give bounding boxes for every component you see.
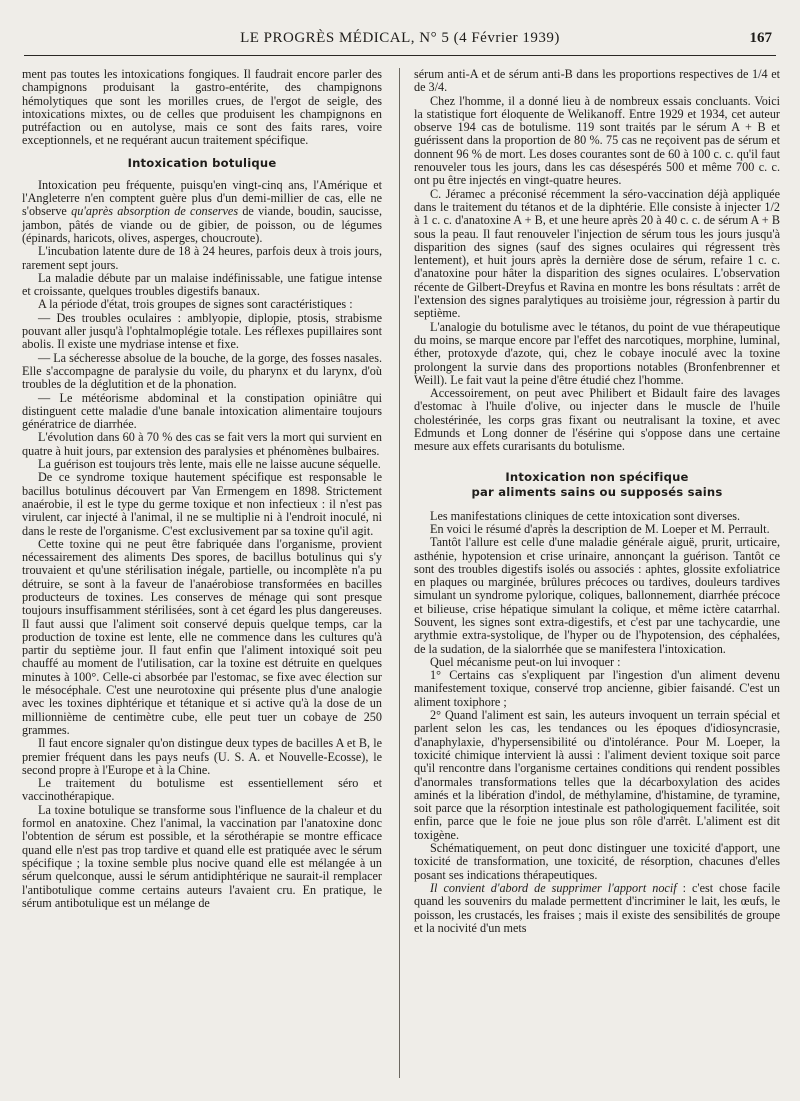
paragraph: — Des troubles oculaires : amblyopie, diplopie, ptosis, strabisme pouvant aller jusqu'à l'ophtalmoplégie totale. Les réflexes pupillaires sont abolis. Il existe une mydriase intense et fixe. (22, 310, 382, 352)
section-heading-nonspecific (414, 470, 780, 500)
paragraph: En voici le résumé d'après la description de M. Loeper et M. Perrault. (430, 521, 770, 536)
text-span: de viande, boudin, saucisse, jambon, pâtés de viande ou de gibier, de poisson, ou de légumes (épinards, haricots, olives, asperges, choucroute). (22, 204, 382, 245)
paragraph: 2° Quand l'aliment est sain, les auteurs invoquent un terrain spécial et parlent selon les cas, les tendances ou les époques d'idiosyncrasie, d'anaphylaxie, d'hypersensibilité ou d'intolérance. Pour M. Loeper, la toxicité chimique intervient là aussi : l'aliment devient toxique soit parce qu'il rencontre dans l'organisme certaines conditions qui rendent possibles d'anormales transformations telles que la décarboxylation des acides aminés et la libération d'indol, de méthylamine, d'histamine, de tyramine, soit parce que la résorption intestinale est pathologiquement facilitée, soit enfin, parce que le foie ne joue plus son rôle d'arrêt. L'aliment est dit toxigène. (414, 708, 780, 842)
text-span: : c'est chose facile quand les souvenirs du malade permettent d'incriminer le lait, les œufs, le poisson, les crustacés, les fraises ; mais il existe des sensibilités de groupe et la nocivité d'un mets (414, 880, 780, 935)
journal-title: LE PROGRÈS MÉDICAL, N° 5 (4 Février 1939) (240, 30, 560, 46)
paragraph: Le traitement du botulisme est essentiellement séro et vaccinothérapique. (22, 776, 382, 804)
paragraph: ment pas toutes les intoxications fongiques. Il faudrait encore parler des champignons produisant la gastro-entérite, des champignons hémolytiques que sont les morilles crues, de l'ergot de seigle, des intoxications mixtes, ou de celles que produisent les champignons en putréfaction ou en autolyse, mais ce sont des faits rares, voire exceptionnels, et ne requérant aucun traitement spécifique. (22, 67, 382, 148)
paragraph: — Le météorisme abdominal et la constipation opiniâtre qui distinguent cette maladie d'une banale intoxication alimentaire toujours génératrice de diarrhée. (22, 390, 382, 432)
paragraph: Accessoirement, on peut avec Philibert et Bidault faire des lavages d'estomac à l'huile d'olive, ou injecter dans le muscle de l'huile cholestérinée, les corps gras fixant ou neutralisant la toxine, et avec Edmunds et Long donner de l'ésérine qui s'oppose dans une certaine mesure aux effets curarisants du botulisme. (414, 386, 780, 454)
paragraph: Schématiquement, on peut donc distinguer une toxicité d'apport, une toxicité de transformation, une toxicité, de résorption, chacunes d'elles posant ses indications thérapeutiques. (414, 841, 780, 882)
emphasis: qu'après absorption de conserves (71, 204, 239, 219)
header-rule (24, 55, 776, 56)
column-divider (399, 68, 400, 1078)
paragraph: La toxine botulique se transforme sous l'influence de la chaleur et du formol en anatoxine. Chez l'animal, la vaccination par l'anatoxine donc l'obtention de sérum est possible, et la sérothérapie se montre efficace quand elle n'est pas trop tardive et quand elle est pratiquée avec le sérum spécifique ; la toxine semble plus nocive quand elle est mélangée à un sérum quelconque, aussi le sérum antidiphtérique ne saurait-il remplacer l'antibotulique comme certains auteurs l'avaient cru. En pratique, le sérum antibotulique est un mélange de (22, 802, 382, 910)
paragraph: Tantôt l'allure est celle d'une maladie générale aiguë, prurit, urticaire, asthénie, hypotension et crise urinaire, annonçant la guérison. Tantôt ce sont des troubles digestifs isolés ou associés : aphtes, glossite exfoliatrice en plaques ou marginée, brûlures précoces ou tardives, douleurs tardives simulant un syndrome pylorique, coliques, ballonnement, diarrhée précoce et bilieuse, crise hépatique simulant la colique, et même ictère catarrhal. Souvent, les signes sont extra-digestifs, et c'est par une tachycardie, une arythmie extra-systolique, de l'hyper ou de l'hypotension, des céphalées, de la sudation, de la sialorrhée que se manifestera l'intoxication. (414, 535, 780, 656)
heading-line: Intoxication non spécifique (505, 469, 689, 484)
paragraph: sérum anti-A et de sérum anti-B dans les proportions respectives de 1/4 et de 3/4. (414, 67, 780, 95)
left-column (22, 68, 382, 910)
paragraph: L'incubation latente dure de 18 à 24 heures, parfois deux à trois jours, rarement sept jours. (22, 244, 382, 272)
paragraph: Chez l'homme, il a donné lieu à de nombreux essais concluants. Voici la statistique fort éloquente de Welikanoff. Entre 1929 et 1934, cet auteur observe 194 cas de botulisme. 119 sont traités par le sérum A + B et guérissent dans la proportion de 80 %. 75 cas ne reçoivent pas de sérum et donnent 96 % de mort. Les doses courantes sont de 60 à 100 c. c. qu'il faut renouveler tous les jours, dans les cas désespérés 500 et même 700 c. c. ont pu être injectés en vingt-quatre heures. (414, 93, 780, 188)
paragraph: L'analogie du botulisme avec le tétanos, du point de vue thérapeutique du moins, se marque encore par l'effet des narcotiques, morphine, luminal, éther, protoxyde d'azote, qui, chez le cobaye inoculé avec la toxine prolongent la survie dans des proportions notables (Bronfenbrenner et Weill). Le fait vaut la peine d'être étudié chez l'homme. (414, 319, 780, 387)
paragraph: — La sécheresse absolue de la bouche, de la gorge, des fosses nasales. Elle s'accompagne de paralysie du voile, du pharynx et du larynx, d'où troubles de la déglutition et de la phonation. (22, 350, 382, 392)
emphasis: Il convient d'abord de supprimer l'apport nocif (430, 880, 677, 895)
heading-line: par aliments sains ou supposés sains (471, 484, 723, 499)
paragraph: L'évolution dans 60 à 70 % des cas se fait vers la mort qui survient en quatre à huit jours, par extension des paralysies et phénomènes bulbaires. (22, 430, 382, 458)
paragraph (22, 179, 382, 245)
paragraph: Quel mécanisme peut-on lui invoquer : (430, 654, 621, 669)
paragraph: Il faut encore signaler qu'on distingue deux types de bacilles A et B, le premier fréquent dans les pays neufs (U. S. A. et Nouvelle-Ecosse), le second propre à l'Europe et à la Chine. (22, 736, 382, 777)
right-column (414, 68, 780, 935)
text-span: Intoxication peu fréquente, puisqu'en vingt-cinq ans, l'Amérique et l'Angleterre n'en comptent guère plus d'un demi-millier de cas, elle ne s'observe (22, 177, 382, 219)
paragraph: La maladie débute par un malaise indéfinissable, une fatigue intense et croissante, quelques troubles digestifs banaux. (22, 270, 382, 299)
section-heading-botulism: Intoxication botulique (127, 155, 277, 170)
paragraph (414, 882, 780, 935)
page-number: 167 (749, 30, 772, 46)
paragraph: De ce syndrome toxique hautement spécifique est responsable le bacillus botulinus découvert par Van Ermengem en 1898. Strictement anaérobie, il est le type du germe toxique et non infectieux : il n'est pas virulent, car injecté à l'animal, il ne se multiplie ni à l'endroit inoculé, ni dans le reste de l'organisme. C'est exclusivement par sa toxine qu'il agit. (22, 470, 382, 538)
paragraph: 1° Certains cas s'expliquent par l'ingestion d'un aliment devenu manifestement toxique, conservé trop ancienne, gibier faisandé. C'est un aliment toxiphore ; (414, 668, 780, 709)
paragraph: La guérison est toujours très lente, mais elle ne laisse aucune séquelle. (38, 457, 381, 472)
paragraph: C. Jéramec a préconisé récemment la séro-vaccination déjà appliquée dans le traitement du tétanos et de la diphtérie. Elle consiste à injecter 1/2 à 1 c. c. d'anatoxine A + B, et une heure après 20 à 40 c. c. de sérum A + B sous la peau. Il faut renouveler l'injection de sérum tous les jours jusqu'à disparition des signes (sauf des signes oculaires qui régressent très lentement), et huit jours après la dernière dose de sérum, refaire 1 c. c. d'anatoxine pour hâter la disparition des signes oculaires. L'observation récente de Gilbert-Dreyfus et Ravina en montre les bons résultats : arrêt de l'extension des signes paralytiques au troisième jour, régression à partir du septième. (414, 186, 780, 321)
paragraph: Les manifestations cliniques de cette intoxication sont diverses. (430, 508, 741, 523)
paragraph: A la période d'état, trois groupes de signes sont caractéristiques : (38, 297, 353, 312)
running-header (24, 30, 776, 54)
paragraph: Cette toxine qui ne peut être fabriquée dans l'organisme, provient nécessairement des aliments Des spores, de bacillus botulinus qui s'y trouvaient et qu'une stérilisation inégale, partielle, ou incomplète n'a pu détruire, se sont à la faveur de l'anaérobiose transformées en bacilles producteurs de toxines. Les conserves de ménage qui sont presque toujours insuffisamment stérilisées, sont à cet égard les plus dangereuses. Il faut aussi que l'aliment soit conservé depuis quelque temps, car la production de toxine est lente, elle ne commence dans les cultures qu'à partir du septième jour. Il faut enfin que l'aliment intoxiqué soit peu chauffé au moment de l'utilisation, car la toxine est détruite en quelques minutes à 100°. Celle-ci absorbée par l'estomac, se fixe avec élection sur le mésocéphale. C'est une neurotoxine qui présente plus d'une analogie avec les toxines diphtérique et tétanique et si active qu'à la dose de un millionnième de centimètre cube, elle peut tuer un cobaye de 250 grammes. (22, 536, 382, 737)
